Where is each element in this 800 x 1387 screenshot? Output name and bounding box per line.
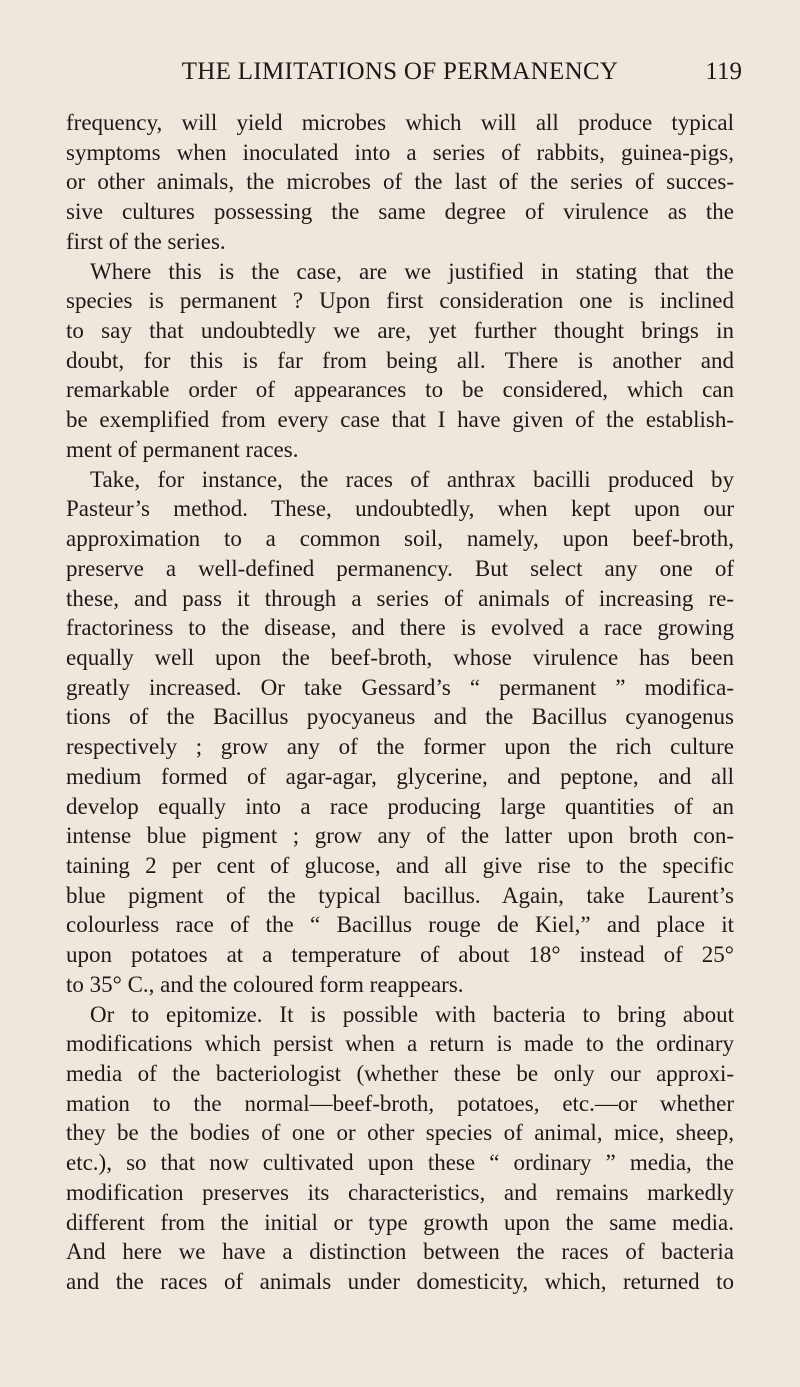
text-line: taining 2 per cent of glucose, and all give rise to the specific — [66, 852, 734, 878]
text-line: equally well upon the beef-broth, whose virulence has been — [66, 644, 734, 670]
paragraph-3 — [66, 465, 734, 1000]
text-line: colourless race of the “ Bacillus rouge de Kiel,” and place it — [66, 912, 734, 938]
text-line: modifications which persist when a return is made to the ordinary — [66, 1031, 734, 1057]
text-line: And here we have a distinction between the races of bacteria — [66, 1239, 734, 1265]
text-line: Pasteur’s method. These, undoubtedly, when kept upon our — [66, 496, 734, 522]
text-line: modification preserves its characteristics, and remains markedly — [66, 1179, 734, 1205]
text-line: greatly increased. Or take Gessard’s “ permanent ” modifica- — [66, 674, 734, 700]
text-line: first of the series. — [66, 228, 226, 254]
body-text — [66, 108, 734, 1297]
text-line: fractoriness to the disease, and there is evolved a race growing — [66, 615, 734, 641]
text-line: medium formed of agar-agar, glycerine, and peptone, and all — [66, 763, 734, 789]
text-line: etc.), so that now cultivated upon these “ ordinary ” media, the — [66, 1150, 734, 1176]
text-line: doubt, for this is far from being all. There is another and — [66, 347, 734, 373]
paragraph-2 — [66, 257, 734, 465]
paragraph-4 — [66, 1000, 734, 1297]
text-line: to 35° C., and the coloured form reappears. — [66, 971, 464, 997]
text-line: approximation to a common soil, namely, upon beef-broth, — [66, 526, 734, 552]
text-line: respectively ; grow any of the former upon the rich culture — [66, 734, 734, 760]
text-line: sive cultures possessing the same degree of virulence as the — [66, 199, 734, 225]
paragraph-1 — [66, 108, 734, 257]
text-line: symptoms when inoculated into a series of rabbits, guinea-pigs, — [66, 139, 734, 165]
running-head: THE LIMITATIONS OF PERMANENCY — [181, 58, 619, 85]
text-line: Take, for instance, the races of anthrax bacilli produced by — [90, 466, 734, 492]
text-line: different from the initial or type growth upon the same media. — [66, 1209, 734, 1235]
text-line: frequency, will yield microbes which will all produce typical — [66, 110, 734, 135]
text-line: Or to epitomize. It is possible with bacteria to bring about — [90, 1001, 734, 1027]
text-line: remarkable order of appearances to be considered, which can — [66, 377, 734, 403]
text-line: be exemplified from every case that I have given of the establish- — [66, 407, 734, 433]
text-line: or other animals, the microbes of the last of the series of succes- — [66, 169, 734, 195]
text-line: preserve a well-defined permanency. But select any one of — [66, 555, 734, 581]
text-line: media of the bacteriologist (whether these be only our approxi- — [66, 1061, 734, 1086]
text-line: these, and pass it through a series of animals of increasing re- — [66, 585, 734, 611]
text-line: they be the bodies of one or other species of animal, mice, sheep, — [66, 1120, 734, 1146]
text-line: develop equally into a race producing large quantities of an — [66, 793, 734, 819]
text-line: upon potatoes at a temperature of about 18° instead of 25° — [66, 942, 734, 968]
page-number: 119 — [705, 58, 742, 85]
text-line: ment of permanent races. — [66, 436, 299, 462]
text-line: intense blue pigment ; grow any of the latter upon broth con- — [66, 823, 734, 849]
text-line: species is permanent ? Upon first consideration one is inclined — [66, 288, 734, 314]
text-line: tions of the Bacillus pyocyaneus and the Bacillus cyanogenus — [66, 704, 734, 730]
text-line: Where this is the case, are we justified in stating that the — [90, 258, 734, 284]
text-line: and the races of animals under domesticity, which, returned to — [66, 1269, 734, 1295]
text-line: blue pigment of the typical bacillus. Again, take Laurent’s — [66, 882, 734, 908]
text-line: mation to the normal—beef-broth, potatoes, etc.—or whether — [66, 1090, 734, 1116]
text-line: to say that undoubtedly we are, yet further thought brings in — [66, 318, 734, 344]
